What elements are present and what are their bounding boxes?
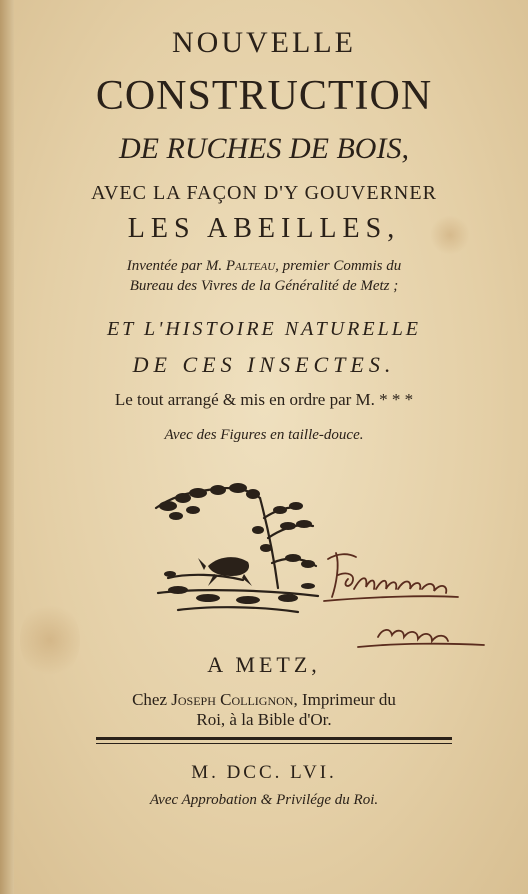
author-office-line: Bureau des Vivres de la Généralité de Metz ; bbox=[129, 278, 399, 294]
author-line bbox=[0, 258, 528, 275]
author-name: Palteau bbox=[225, 258, 276, 274]
publisher-suffix: , Imprimeur du bbox=[293, 690, 396, 709]
printers-ornament-image bbox=[148, 478, 324, 628]
author-line-prefix: Inventée par M. bbox=[126, 258, 226, 274]
title-line-ruches: DE RUCHES DE BOIS, bbox=[119, 132, 409, 165]
double-rule-thick bbox=[96, 737, 452, 740]
title-line-nouvelle: NOUVELLE bbox=[172, 26, 356, 59]
privilege-line: Avec Approbation & Privilége du Roi. bbox=[149, 792, 379, 808]
figures-line: Avec des Figures en taille-douce. bbox=[164, 427, 364, 443]
double-rule-thin bbox=[96, 743, 452, 744]
title-line-gouverner: AVEC LA FAÇON D'Y GOUVERNER bbox=[91, 182, 437, 204]
imprint-city: A METZ, bbox=[207, 652, 321, 677]
title-line-insectes: DE CES INSECTES. bbox=[132, 352, 396, 377]
title-line-construction: CONSTRUCTION bbox=[95, 73, 433, 119]
title-line-histoire: ET L'HISTOIRE NATURELLE bbox=[106, 318, 422, 340]
publication-date: M. DCC. LVI. bbox=[191, 762, 337, 783]
publisher-name: Joseph Collignon bbox=[171, 690, 294, 709]
handwritten-signature-image bbox=[318, 545, 488, 660]
publisher-prefix: Chez bbox=[132, 690, 172, 709]
title-line-abeilles: LES ABEILLES, bbox=[127, 213, 401, 244]
arranger-line: Le tout arrangé & mis en ordre par M. * * * bbox=[114, 390, 414, 409]
publisher-line-2: Roi, à la Bible d'Or. bbox=[196, 710, 332, 729]
author-line-suffix: , premier Commis du bbox=[275, 258, 402, 274]
publisher-line bbox=[0, 690, 528, 710]
